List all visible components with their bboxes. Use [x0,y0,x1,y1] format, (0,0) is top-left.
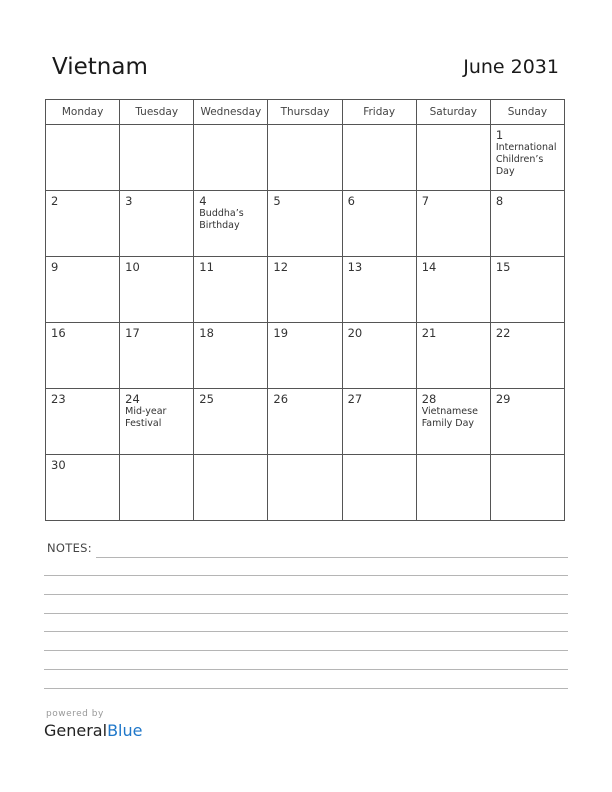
day-cell [416,257,490,323]
weekday-thursday: Thursday [268,100,342,125]
day-cell [416,389,490,455]
weekday-monday: Monday [46,100,120,125]
weekday-tuesday: Tuesday [120,100,194,125]
day-cell [46,125,120,191]
day-number: 1 [495,128,504,142]
holiday-label: International Children’s Day [495,142,557,177]
day-cell [194,191,268,257]
day-number: 30 [51,458,66,472]
day-cell [416,455,490,521]
day-cell [120,257,194,323]
day-cell [342,455,416,521]
day-cell [490,125,564,191]
day-cell [120,323,194,389]
note-line [96,557,568,558]
day-number: 5 [273,194,281,208]
day-cell [46,257,120,323]
day-number: 6 [347,194,355,208]
day-cell [490,455,564,521]
week-row [46,455,565,521]
holiday-label: Buddha’s Birthday [199,208,244,231]
day-number: 13 [347,260,363,274]
weekday-friday: Friday [342,100,416,125]
day-number [417,455,490,459]
day-number [268,125,341,129]
day-number: 29 [495,392,511,406]
day-number: 15 [495,260,511,274]
day-cell [342,191,416,257]
weekday-header-row [46,100,565,125]
day-cell [120,191,194,257]
notes-label: NOTES: [47,541,92,555]
day-number: 18 [199,326,214,340]
holiday-label: Vietnamese Family Day [421,406,478,429]
day-cell [416,125,490,191]
day-number: 3 [125,194,133,208]
day-cell [490,389,564,455]
day-cell [342,323,416,389]
day-number [46,125,119,129]
note-line [44,631,568,632]
day-number: 19 [273,326,289,340]
day-number [268,455,341,459]
day-number: 8 [495,194,504,208]
day-number: 10 [125,260,140,274]
day-number: 22 [495,326,511,340]
day-number: 24 [125,392,140,406]
day-cell [490,323,564,389]
week-row [46,389,565,455]
day-cell [342,125,416,191]
day-cell [416,191,490,257]
day-cell [342,389,416,455]
day-cell [194,455,268,521]
day-cell [194,389,268,455]
note-line [44,688,568,689]
day-cell [194,257,268,323]
day-number: 27 [347,392,363,406]
day-number: 26 [273,392,289,406]
day-number [417,125,490,129]
day-cell [268,191,342,257]
day-number: 11 [199,260,214,274]
day-cell [194,323,268,389]
week-row [46,323,565,389]
brand-logo-general: General [44,721,108,740]
day-number [194,125,267,129]
day-cell [268,257,342,323]
day-cell [268,389,342,455]
weekday-sunday: Sunday [490,100,564,125]
note-line [44,669,568,670]
brand-logo [44,721,142,740]
day-number: 7 [421,194,430,208]
day-cell [120,125,194,191]
day-number: 23 [51,392,66,406]
weekday-saturday: Saturday [416,100,490,125]
day-number [491,455,564,459]
day-number: 14 [421,260,437,274]
note-line [44,650,568,651]
note-line [44,575,568,576]
week-row [46,257,565,323]
day-cell [416,323,490,389]
week-row [46,191,565,257]
powered-by-text: powered by [46,709,104,719]
country-title: Vietnam [52,54,148,80]
day-cell [46,455,120,521]
day-cell [268,125,342,191]
month-year-title: June 2031 [463,56,559,78]
day-number: 25 [199,392,214,406]
day-cell [46,389,120,455]
day-number: 12 [273,260,289,274]
calendar-grid [45,99,565,521]
day-number: 20 [347,326,363,340]
note-line [44,594,568,595]
day-number: 28 [421,392,437,406]
brand-logo-blue: Blue [107,721,143,740]
day-number: 21 [421,326,437,340]
day-number [120,125,193,129]
day-cell [46,191,120,257]
day-cell [490,257,564,323]
day-number: 9 [51,260,59,274]
weekday-wednesday: Wednesday [194,100,268,125]
day-cell [268,323,342,389]
day-cell [342,257,416,323]
week-row [46,125,565,191]
day-number: 4 [199,194,207,208]
day-number [194,455,267,459]
day-cell [194,125,268,191]
day-cell [120,389,194,455]
day-number: 2 [51,194,59,208]
day-number [343,455,416,459]
day-cell [490,191,564,257]
day-cell [46,323,120,389]
day-number [120,455,193,459]
holiday-label: Mid-year Festival [125,406,167,429]
day-cell [120,455,194,521]
day-number [343,125,416,129]
day-number: 17 [125,326,140,340]
day-cell [268,455,342,521]
note-line [44,613,568,614]
day-number: 16 [51,326,66,340]
